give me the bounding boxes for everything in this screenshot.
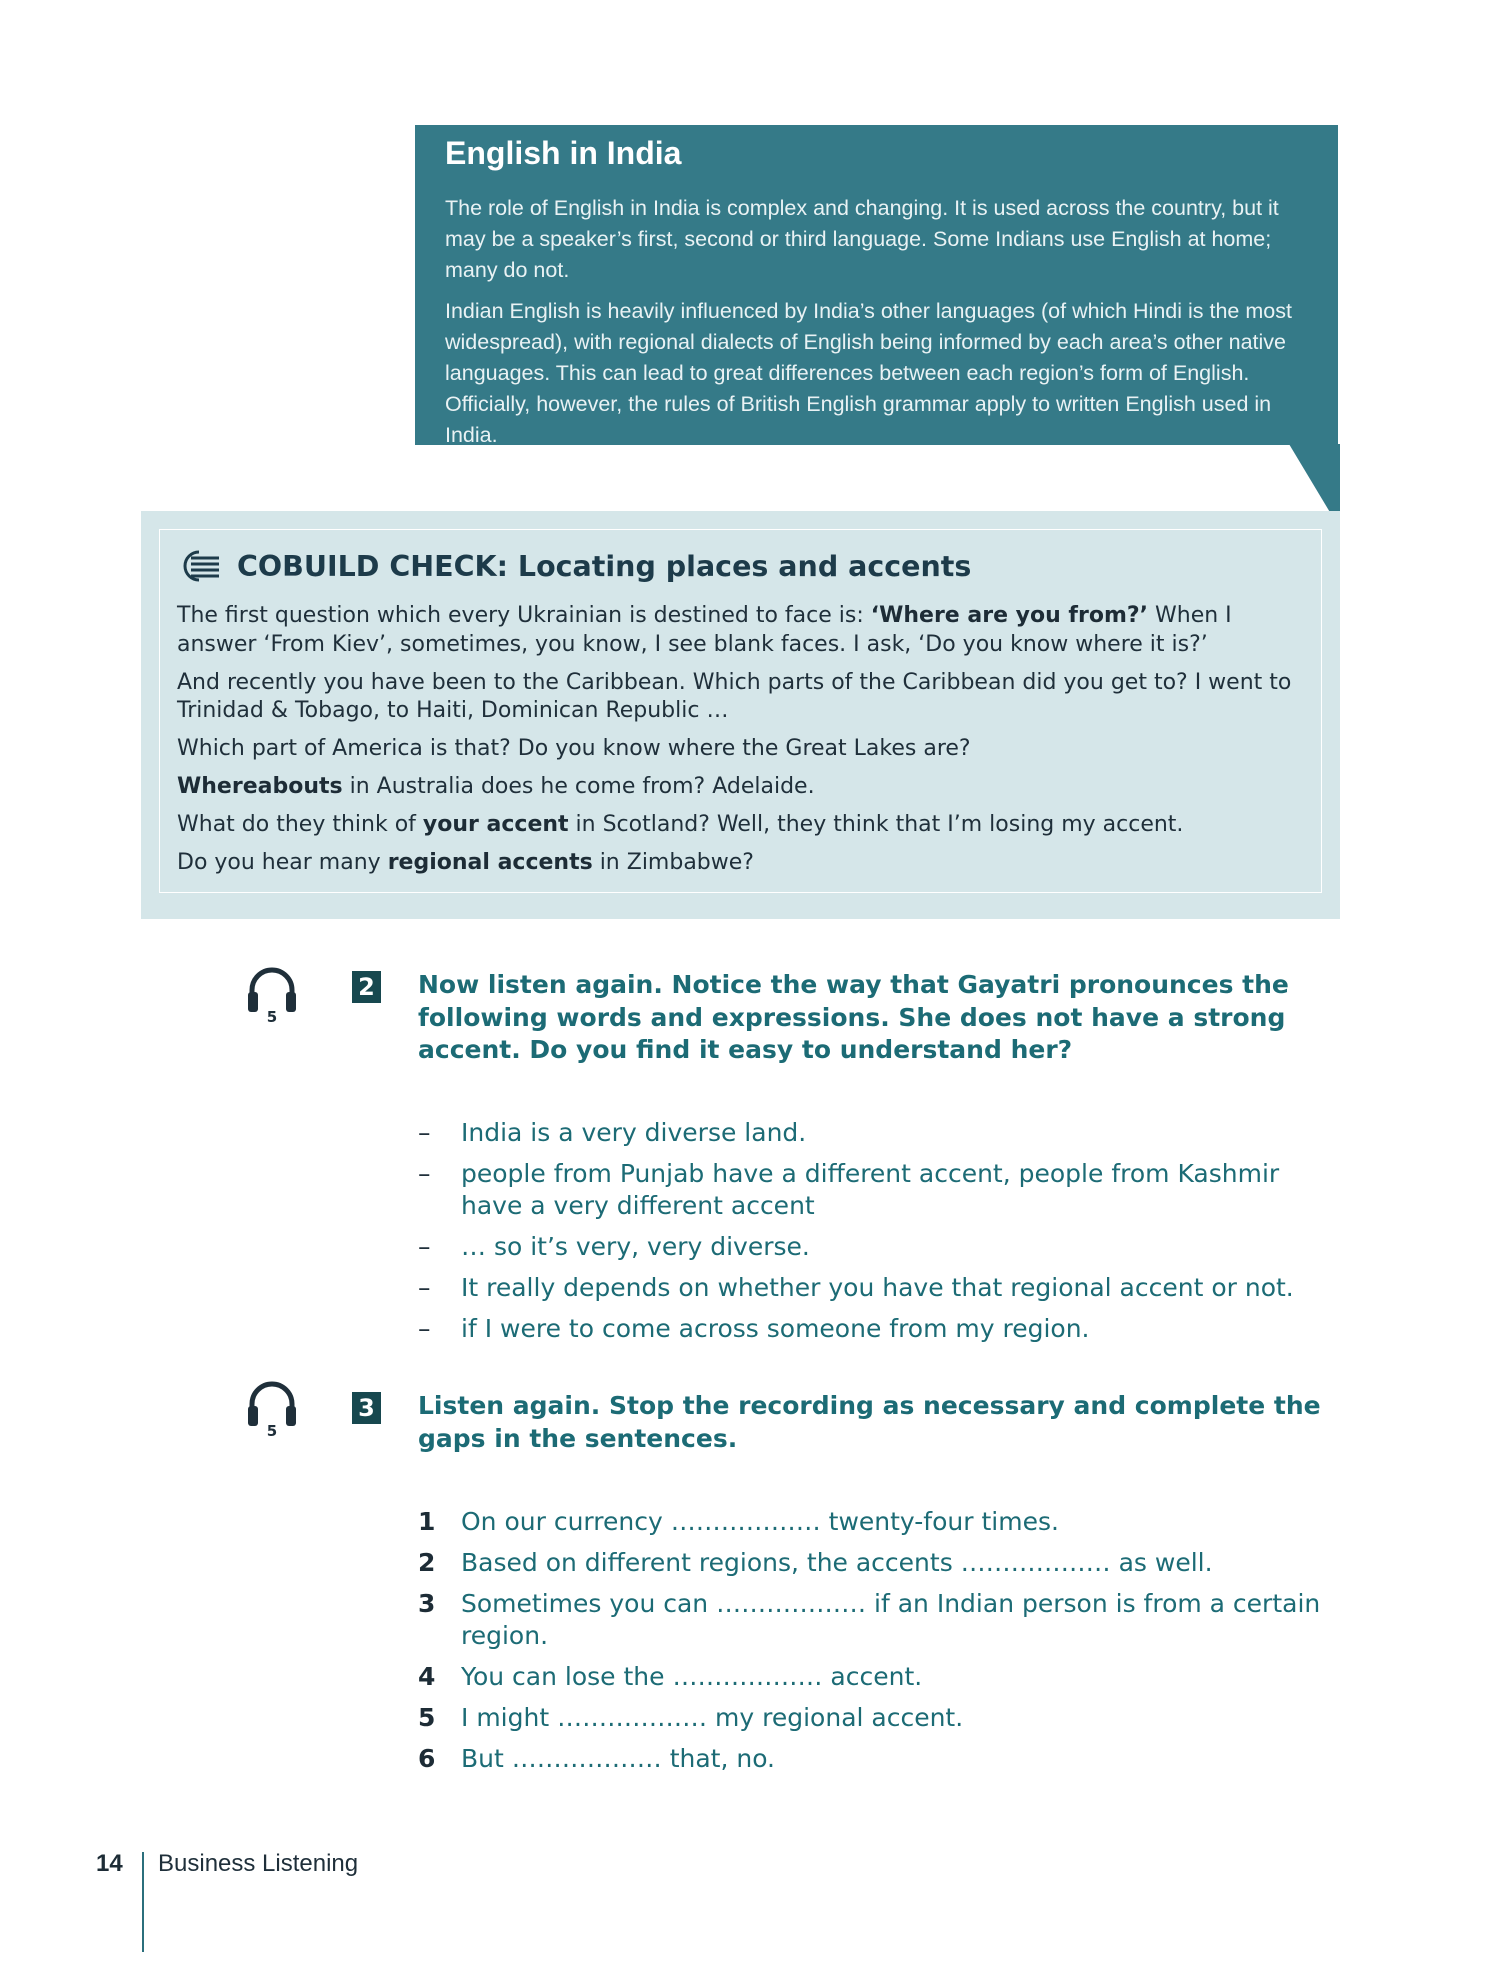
cobuild-example: What do they think of your accent in Scotland? Well, they think that I’m losing my accent. xyxy=(177,812,1184,837)
cobuild-check-inner xyxy=(159,529,1322,893)
exercise-number: 3 xyxy=(352,1392,381,1424)
india-box-title: English in India xyxy=(445,135,682,171)
english-in-india-box xyxy=(415,125,1338,445)
track-number: 5 xyxy=(266,1008,278,1026)
page-number: 14 xyxy=(96,1850,123,1877)
list-item: – if I were to come across someone from my region. xyxy=(418,1314,1090,1343)
list-item: – India is a very diverse land. xyxy=(418,1118,807,1147)
cobuild-example: And recently you have been to the Caribbean. Which parts of the Caribbean did you get to? I went to Trinidad & Tobago, to Haiti, Dominican Republic … xyxy=(177,669,1292,723)
india-box-paragraph-1: The role of English in India is complex and changing. It is used across the country, but it may be a speaker’s first, second or third language. Some Indians use English at home; many do not. xyxy=(445,196,1279,282)
cobuild-title: COBUILD CHECK: Locating places and accents xyxy=(237,549,972,583)
book-title: Business Listening xyxy=(158,1850,359,1877)
list-item: 2 Based on different regions, the accents ……………… as well. xyxy=(418,1548,1213,1577)
cobuild-heading xyxy=(177,546,1301,586)
list-item: – people from Punjab have a different accent, people from Kashmir have a very different accent xyxy=(418,1159,1280,1220)
list-item: 4 You can lose the ……………… accent. xyxy=(418,1662,923,1691)
list-item: 1 On our currency ……………… twenty-four times. xyxy=(418,1507,1059,1536)
list-lines-icon xyxy=(177,548,221,584)
exercise-number: 2 xyxy=(352,971,381,1003)
cobuild-example: Whereabouts in Australia does he come from? Adelaide. xyxy=(177,774,815,799)
footer-divider xyxy=(142,1852,144,1952)
cobuild-example: Which part of America is that? Do you know where the Great Lakes are? xyxy=(177,736,971,761)
india-box-paragraph-2: Indian English is heavily influenced by India’s other languages (of which Hindi is the most widespread), with regional dialects of English being informed by each area’s other native languages. This can lead to great differences between each region’s form of English. Officially, however, the rules of British English grammar apply to written English used in India. xyxy=(445,299,1292,447)
cobuild-example: The first question which every Ukrainian is destined to face is: ‘Where are you from?’ When I answer ‘From Kiev’, sometimes, you know, I see blank faces. I ask, ‘Do you know where it is?’ xyxy=(177,603,1232,657)
cobuild-check-box xyxy=(141,511,1340,919)
list-item: – … so it’s very, very diverse. xyxy=(418,1232,810,1261)
list-item: – It really depends on whether you have that regional accent or not. xyxy=(418,1273,1294,1302)
cobuild-example: Do you hear many regional accents in Zimbabwe? xyxy=(177,850,754,875)
track-number: 5 xyxy=(266,1422,278,1440)
exercise-3-instruction: Listen again. Stop the recording as necessary and complete the gaps in the sentences. xyxy=(418,1391,1321,1453)
exercise-2-instruction: Now listen again. Notice the way that Gayatri pronounces the following words and expressions. She does not have a strong accent. Do you find it easy to understand her? xyxy=(418,970,1289,1064)
list-item: 5 I might ……………… my regional accent. xyxy=(418,1703,964,1732)
list-item: 6 But ……………… that, no. xyxy=(418,1744,776,1773)
exercise-3-list xyxy=(418,1506,1338,1784)
exercise-2-list xyxy=(418,1117,1318,1354)
list-item: 3 Sometimes you can ……………… if an Indian person is from a certain region. xyxy=(418,1589,1321,1650)
